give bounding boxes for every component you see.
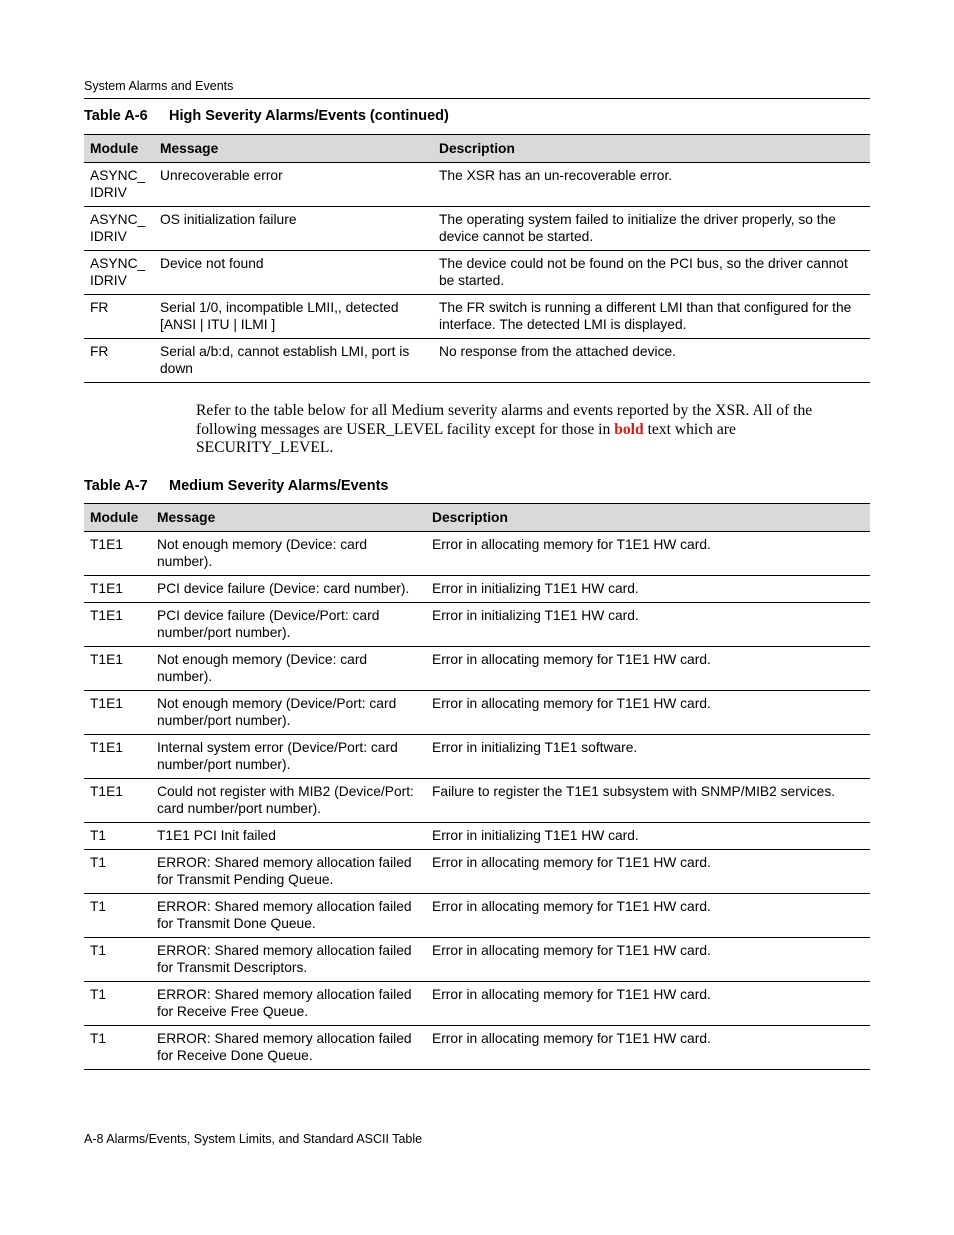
cell-module: T1E1 xyxy=(84,735,151,779)
table-row xyxy=(84,163,870,207)
cell-description: The device could not be found on the PCI bus, so the driver cannot be started. xyxy=(433,251,870,295)
cell-message: ERROR: Shared memory allocation failed for Transmit Descriptors. xyxy=(151,938,426,982)
table-row xyxy=(84,982,870,1026)
paragraph-bold-word: bold xyxy=(614,420,644,438)
cell-message: Internal system error (Device/Port: card number/port number). xyxy=(151,735,426,779)
cell-message: ERROR: Shared memory allocation failed for Receive Done Queue. xyxy=(151,1026,426,1070)
cell-module: ASYNC_ IDRIV xyxy=(84,163,154,207)
table-a7-title: Medium Severity Alarms/Events xyxy=(169,478,389,494)
cell-description: The FR switch is running a different LMI than that configured for the interface. The detected LMI is displayed. xyxy=(433,295,870,339)
table-row xyxy=(84,779,870,823)
cell-module: ASYNC_ IDRIV xyxy=(84,207,154,251)
table-row xyxy=(84,735,870,779)
cell-module: FR xyxy=(84,339,154,383)
table-a7-caption xyxy=(84,478,388,494)
cell-message: Serial 1/0, incompatible LMII,, detected [ANSI | ITU | ILMI ] xyxy=(154,295,433,339)
cell-module: T1E1 xyxy=(84,532,151,576)
table-a6-body xyxy=(84,163,870,383)
cell-description: Error in allocating memory for T1E1 HW card. xyxy=(426,532,870,576)
cell-description: Error in allocating memory for T1E1 HW card. xyxy=(426,982,870,1026)
cell-message: Serial a/b:d, cannot establish LMI, port is down xyxy=(154,339,433,383)
table-row xyxy=(84,938,870,982)
table-a7-header-row xyxy=(84,504,870,532)
cell-module: ASYNC_ IDRIV xyxy=(84,251,154,295)
cell-description: Error in allocating memory for T1E1 HW card. xyxy=(426,1026,870,1070)
cell-module: T1E1 xyxy=(84,779,151,823)
intro-paragraph xyxy=(196,402,872,458)
cell-description: Error in initializing T1E1 HW card. xyxy=(426,823,870,850)
cell-message: Unrecoverable error xyxy=(154,163,433,207)
cell-message: ERROR: Shared memory allocation failed for Transmit Done Queue. xyxy=(151,894,426,938)
cell-description: Error in initializing T1E1 HW card. xyxy=(426,603,870,647)
cell-description: Error in allocating memory for T1E1 HW card. xyxy=(426,691,870,735)
table-row xyxy=(84,251,870,295)
cell-description: The operating system failed to initialize the driver properly, so the device cannot be started. xyxy=(433,207,870,251)
cell-message: Not enough memory (Device: card number). xyxy=(151,532,426,576)
cell-description: Error in initializing T1E1 software. xyxy=(426,735,870,779)
cell-module: T1 xyxy=(84,938,151,982)
column-header-module: Module xyxy=(84,504,151,532)
table-row xyxy=(84,532,870,576)
table-row xyxy=(84,603,870,647)
table-a7 xyxy=(84,503,870,1070)
cell-module: T1 xyxy=(84,894,151,938)
table-row xyxy=(84,894,870,938)
cell-description: The XSR has an un-recoverable error. xyxy=(433,163,870,207)
cell-message: OS initialization failure xyxy=(154,207,433,251)
cell-module: T1 xyxy=(84,982,151,1026)
cell-message: Not enough memory (Device/Port: card number/port number). xyxy=(151,691,426,735)
paragraph-text-after: text which are SECURITY_LEVEL. xyxy=(196,420,736,456)
cell-message: PCI device failure (Device/Port: card number/port number). xyxy=(151,603,426,647)
cell-message: Could not register with MIB2 (Device/Port: card number/port number). xyxy=(151,779,426,823)
table-row xyxy=(84,1026,870,1070)
table-row xyxy=(84,295,870,339)
running-footer: A-8 Alarms/Events, System Limits, and Standard ASCII Table xyxy=(84,1132,423,1146)
cell-description: Error in allocating memory for T1E1 HW card. xyxy=(426,647,870,691)
cell-module: T1 xyxy=(84,850,151,894)
cell-description: Failure to register the T1E1 subsystem with SNMP/MIB2 services. xyxy=(426,779,870,823)
cell-description: Error in allocating memory for T1E1 HW card. xyxy=(426,938,870,982)
column-header-description: Description xyxy=(426,504,870,532)
cell-description: No response from the attached device. xyxy=(433,339,870,383)
table-a7-number: Table A-7 xyxy=(84,478,148,494)
cell-message: ERROR: Shared memory allocation failed for Transmit Pending Queue. xyxy=(151,850,426,894)
cell-message: ERROR: Shared memory allocation failed for Receive Free Queue. xyxy=(151,982,426,1026)
cell-message: Device not found xyxy=(154,251,433,295)
column-header-description: Description xyxy=(433,135,870,163)
header-rule xyxy=(84,98,870,99)
cell-module: T1E1 xyxy=(84,691,151,735)
table-row xyxy=(84,850,870,894)
table-a6-header-row xyxy=(84,135,870,163)
cell-message: PCI device failure (Device: card number). xyxy=(151,576,426,603)
cell-message: Not enough memory (Device: card number). xyxy=(151,647,426,691)
table-a7-body xyxy=(84,532,870,1070)
cell-description: Error in initializing T1E1 HW card. xyxy=(426,576,870,603)
table-a6-number: Table A-6 xyxy=(84,108,148,124)
table-a6-caption xyxy=(84,108,449,124)
cell-module: FR xyxy=(84,295,154,339)
table-a6 xyxy=(84,134,870,383)
paragraph-text-before: Refer to the table below for all Medium severity alarms and events reported by the XSR. All of the following messages are USER_LEVEL facility except for those in xyxy=(196,402,813,438)
table-row xyxy=(84,576,870,603)
cell-module: T1E1 xyxy=(84,576,151,603)
cell-module: T1E1 xyxy=(84,603,151,647)
table-row xyxy=(84,647,870,691)
cell-message: T1E1 PCI Init failed xyxy=(151,823,426,850)
column-header-module: Module xyxy=(84,135,154,163)
cell-description: Error in allocating memory for T1E1 HW card. xyxy=(426,894,870,938)
cell-description: Error in allocating memory for T1E1 HW card. xyxy=(426,850,870,894)
running-header: System Alarms and Events xyxy=(84,79,234,93)
table-row xyxy=(84,207,870,251)
cell-module: T1 xyxy=(84,823,151,850)
column-header-message: Message xyxy=(151,504,426,532)
table-row xyxy=(84,339,870,383)
table-a6-title: High Severity Alarms/Events (continued) xyxy=(169,108,449,124)
column-header-message: Message xyxy=(154,135,433,163)
table-row xyxy=(84,691,870,735)
cell-module: T1 xyxy=(84,1026,151,1070)
cell-module: T1E1 xyxy=(84,647,151,691)
table-row xyxy=(84,823,870,850)
